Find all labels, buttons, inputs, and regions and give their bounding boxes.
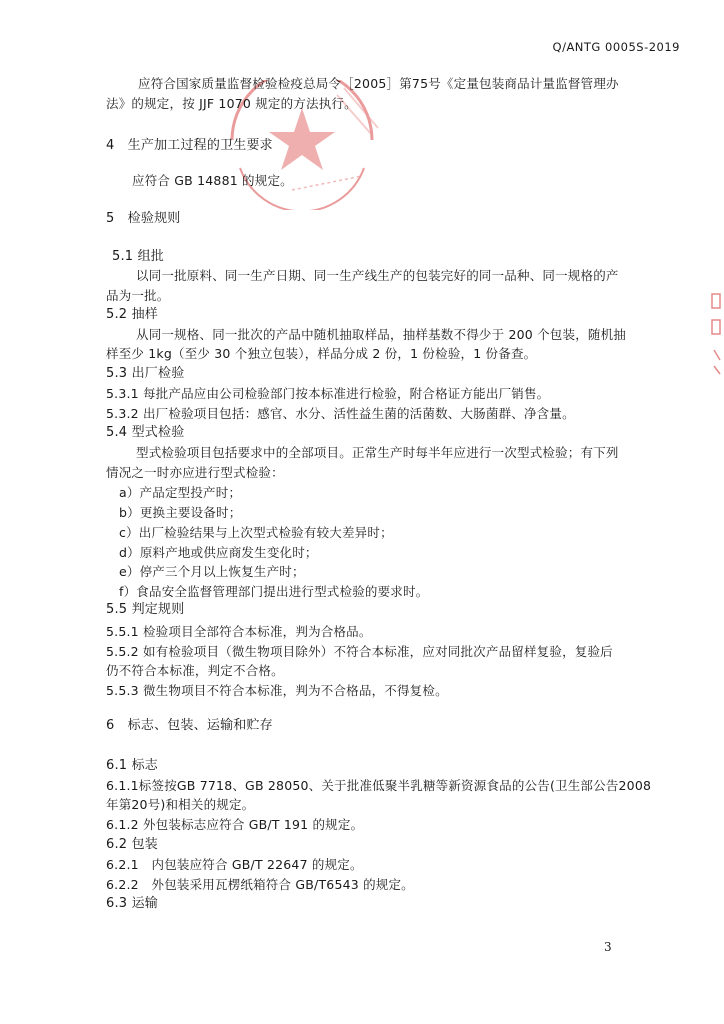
- section-6-1-1-line-2: 年第20号)和相关的规定。: [106, 797, 255, 812]
- section-6-2-2: 6.2.2 外包装采用瓦楞纸箱符合 GB/T6543 的规定。: [106, 877, 414, 892]
- section-5-title: 5 检验规则: [106, 211, 181, 226]
- section-5-4-item-b: b）更换主要设备时；: [119, 505, 242, 520]
- section-6-1-1-line-1: 6.1.1标签按GB 7718、GB 28050、关于批准低聚半乳糖等新资源食品的公告(卫生部公告2008: [106, 778, 652, 793]
- section-5-4-item-d: d）原料产地或供应商发生变化时；: [119, 545, 318, 560]
- section-5-2-title: 5.2 抽样: [106, 307, 159, 322]
- section-5-4-item-e: e）停产三个月以上恢复生产时；: [119, 564, 305, 579]
- section-5-5-title: 5.5 判定规则: [106, 602, 185, 617]
- section-4-title: 4 生产加工过程的卫生要求: [106, 138, 273, 153]
- section-5-1-line-2: 品为一批。: [106, 288, 170, 303]
- section-5-5-2-line-1: 5.5.2 如有检验项目（微生物项目除外）不符合本标准，应对同批次产品留样复验，复验后: [106, 644, 613, 659]
- section-5-5-2-line-2: 仍不符合本标准，判定不合格。: [106, 663, 284, 678]
- section-5-4-title: 5.4 型式检验: [106, 425, 185, 440]
- section-6-1-2: 6.1.2 外包装标志应符合 GB/T 191 的规定。: [106, 817, 364, 832]
- section-6-3-title: 6.3 运输: [106, 896, 159, 911]
- section-6-1-title: 6.1 标志: [106, 758, 159, 773]
- page-number: 3: [604, 940, 612, 954]
- section-5-4-line-1: 型式检验项目包括要求中的全部项目。正常生产时每半年应进行一次型式检验；有下列: [136, 445, 619, 460]
- document-number: Q/ANTG 0005S-2019: [552, 40, 680, 54]
- section-5-5-3: 5.5.3 微生物项目不符合本标准，判为不合格品，不得复检。: [106, 683, 448, 698]
- intro-line-2: 法》的规定，按 JJF 1070 规定的方法执行。: [106, 96, 357, 111]
- section-5-4-line-2: 情况之一时亦应进行型式检验：: [106, 465, 284, 480]
- section-6-2-1: 6.2.1 内包装应符合 GB/T 22647 的规定。: [106, 857, 363, 872]
- section-6-title: 6 标志、包装、运输和贮存: [106, 718, 273, 733]
- section-4-body: 应符合 GB 14881 的规定。: [132, 173, 293, 188]
- section-5-2-line-2: 样至少 1kg（至少 30 个独立包装），样品分成 2 份，1 份检验，1 份备查。: [106, 346, 537, 361]
- section-5-3-title: 5.3 出厂检验: [106, 366, 185, 381]
- section-5-2-line-1: 从同一规格、同一批次的产品中随机抽取样品，抽样基数不得少于 200 个包装，随机抽: [136, 327, 627, 342]
- section-5-1-title: 5.1 组批: [112, 249, 165, 264]
- section-5-4-item-c: c）出厂检验结果与上次型式检验有较大差异时；: [119, 525, 393, 540]
- section-6-2-title: 6.2 包装: [106, 837, 159, 852]
- seal-fragment-icon: [706, 290, 724, 380]
- section-5-1-line-1: 以同一批原料、同一生产日期、同一生产线生产的包装完好的同一品种、同一规格的产: [136, 268, 619, 283]
- section-5-4-item-a: a）产品定型投产时；: [119, 485, 242, 500]
- intro-line-1: 应符合国家质量监督检验检疫总局令［2005］第75号《定量包装商品计量监督管理办: [138, 76, 619, 91]
- section-5-3-2: 5.3.2 出厂检验项目包括：感官、水分、活性益生菌的活菌数、大肠菌群、净含量。: [106, 406, 575, 421]
- section-5-4-item-f: f）食品安全监督管理部门提出进行型式检验的要求时。: [119, 584, 429, 599]
- section-5-3-1: 5.3.1 每批产品应由公司检验部门按本标准进行检验，附合格证方能出厂销售。: [106, 386, 550, 401]
- section-5-5-1: 5.5.1 检验项目全部符合本标准，判为合格品。: [106, 624, 372, 639]
